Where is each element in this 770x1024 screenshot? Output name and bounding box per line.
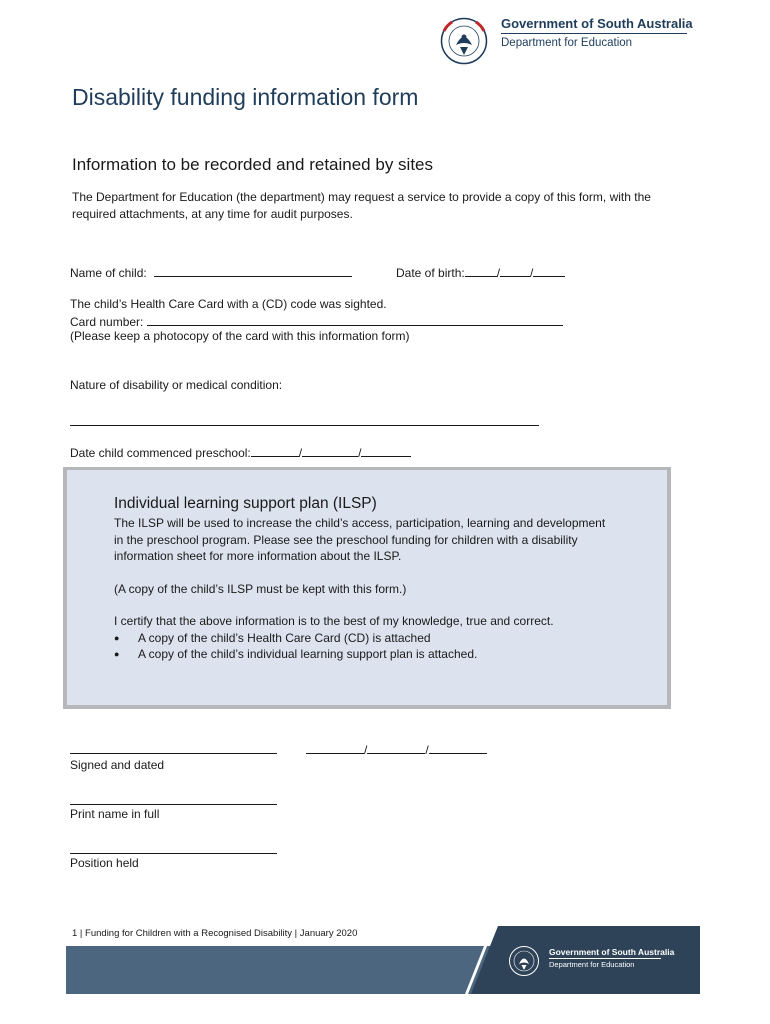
gov-name: Government of South Australia: [501, 16, 693, 31]
ilsp-body: The ILSP will be used to increase the child’s access, participation, learning and development in the preschool program. Please see the preschool funding for children with a disability information sheet for more information about the ILSP.: [114, 516, 606, 563]
child-name-field[interactable]: [154, 264, 352, 277]
bullet-icon: ●: [114, 632, 120, 643]
dob-month-field[interactable]: [500, 264, 530, 277]
footer-doc-title: Funding for Children with a Recognised Disability: [85, 928, 293, 939]
footer-rule: [549, 958, 661, 959]
health-card-text: The child’s Health Care Card with a (CD) code was sighted.: [70, 297, 387, 311]
dob-label: Date of birth:: [396, 266, 465, 280]
ilsp-copy-note: (A copy of the child’s ILSP must be kept with this form.): [114, 581, 407, 596]
ilsp-certify: I certify that the above information is to the best of my knowledge, true and correct.: [114, 614, 554, 628]
position-label: Position held: [70, 856, 139, 870]
ilsp-content: [114, 515, 614, 663]
card-number-row: [70, 313, 563, 329]
crest-logo-icon: [440, 17, 488, 65]
list-item: [114, 630, 614, 647]
sign-year-field[interactable]: [429, 741, 487, 754]
card-number-field[interactable]: [147, 313, 563, 326]
commenced-row: Date child commenced preschool: / /: [70, 444, 411, 460]
commenced-year-field[interactable]: [361, 444, 411, 457]
footer-date: January 2020: [299, 928, 358, 939]
list-item: [114, 646, 614, 663]
sign-month-field[interactable]: [367, 741, 425, 754]
print-name-label: Print name in full: [70, 807, 160, 821]
bullet-text: A copy of the child’s Health Care Card (CD) is attached: [138, 630, 431, 645]
footer-crest-icon: [508, 945, 540, 977]
ilsp-title: Individual learning support plan (ILSP): [114, 495, 377, 512]
commenced-month-field[interactable]: [302, 444, 358, 457]
child-name-label: Name of child:: [70, 266, 147, 280]
footer-gov-name: Government of South Australia: [549, 947, 675, 957]
position-field[interactable]: [70, 853, 277, 854]
commenced-label: Date child commenced preschool:: [70, 446, 251, 460]
signature-field[interactable]: [70, 753, 277, 754]
dob-row: Date of birth: / /: [396, 264, 565, 280]
dept-name: Department for Education: [501, 37, 633, 49]
bullet-text: A copy of the child’s individual learning support plan is attached.: [138, 647, 478, 661]
commenced-day-field[interactable]: [251, 444, 299, 457]
intro-paragraph: The Department for Education (the department) may request a service to provide a copy of this form, with the required attachments, at any time for audit purposes.: [72, 190, 651, 221]
dob-day-field[interactable]: [465, 264, 497, 277]
sign-date-row: / /: [306, 741, 487, 757]
section-subtitle: Information to be recorded and retained by sites: [72, 155, 433, 174]
footer-dept-name: Department for Education: [549, 960, 635, 969]
page-title: Disability funding information form: [72, 84, 419, 110]
bullet-icon: ●: [114, 649, 120, 659]
sign-day-field[interactable]: [306, 741, 364, 754]
photocopy-note: (Please keep a photocopy of the card with this information form): [70, 329, 410, 343]
child-name-row: [70, 264, 352, 280]
print-name-field[interactable]: [70, 804, 277, 805]
signed-label: Signed and dated: [70, 758, 165, 772]
dob-year-field[interactable]: [533, 264, 565, 277]
card-number-label: Card number:: [70, 315, 144, 329]
disability-field[interactable]: [70, 425, 539, 426]
disability-label: Nature of disability or medical condition:: [70, 378, 283, 392]
page-number: 1: [72, 928, 78, 939]
footer-caption: 1 | Funding for Children with a Recognised Disability | January 2020: [72, 928, 358, 939]
header-rule: [501, 33, 687, 34]
